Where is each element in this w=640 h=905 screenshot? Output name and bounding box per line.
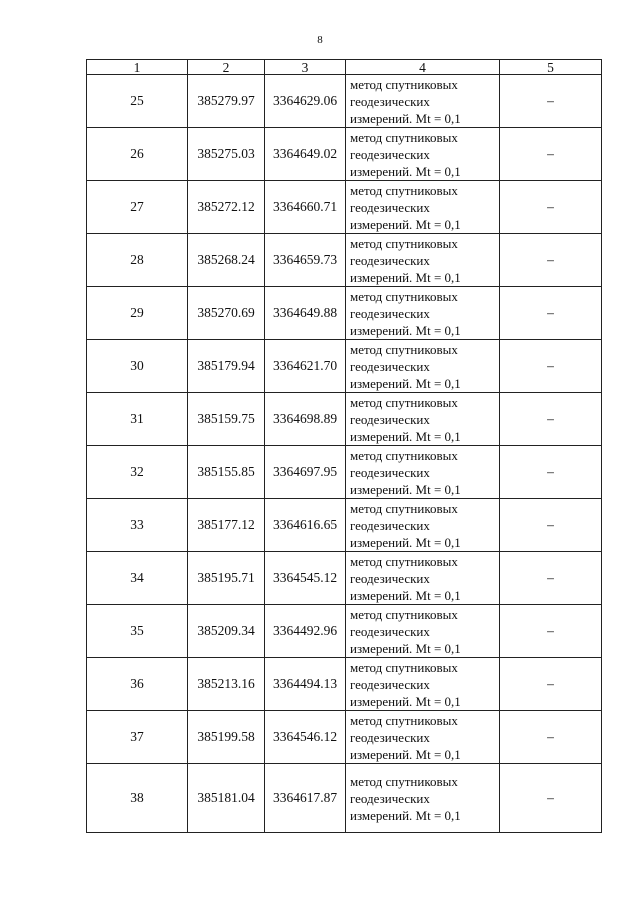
coordinates-table (86, 59, 602, 833)
point-number-cell: 31 (87, 393, 188, 446)
y-coordinate-cell: 3364649.88 (265, 287, 346, 340)
note-cell: – (500, 181, 602, 234)
method-cell (346, 128, 500, 181)
table-row (87, 181, 602, 234)
note-cell: – (500, 552, 602, 605)
y-coordinate-cell: 3364649.02 (265, 128, 346, 181)
method-text-line: измерений. Mt = 0,1 (350, 693, 461, 709)
method-text-line: метод спутниковых (350, 394, 458, 410)
method-text-line: измерений. Mt = 0,1 (350, 322, 461, 338)
point-number-cell: 30 (87, 340, 188, 393)
y-coordinate-cell: 3364621.70 (265, 340, 346, 393)
method-text-line: геодезических (350, 252, 430, 268)
y-coordinate-cell: 3364492.96 (265, 605, 346, 658)
note-cell: – (500, 75, 602, 128)
method-cell (346, 340, 500, 393)
table-row (87, 446, 602, 499)
note-cell: – (500, 446, 602, 499)
table-row (87, 75, 602, 128)
header-col-5: 5 (500, 60, 602, 75)
note-cell: – (500, 764, 602, 833)
method-text-line: метод спутниковых (350, 773, 458, 789)
method-cell (346, 605, 500, 658)
table-row (87, 234, 602, 287)
method-cell (346, 658, 500, 711)
method-text-line: метод спутниковых (350, 129, 458, 145)
table-row (87, 128, 602, 181)
method-text-line: геодезических (350, 464, 430, 480)
method-text-line: измерений. Mt = 0,1 (350, 746, 461, 762)
method-text-line: геодезических (350, 411, 430, 427)
header-col-2: 2 (188, 60, 265, 75)
note-cell: – (500, 658, 602, 711)
point-number-cell: 36 (87, 658, 188, 711)
y-coordinate-cell: 3364546.12 (265, 711, 346, 764)
method-text-line: метод спутниковых (350, 235, 458, 251)
x-coordinate-cell: 385199.58 (188, 711, 265, 764)
note-cell: – (500, 234, 602, 287)
method-cell (346, 446, 500, 499)
method-text-line: геодезических (350, 93, 430, 109)
method-text-line: геодезических (350, 570, 430, 586)
method-text-line: измерений. Mt = 0,1 (350, 428, 461, 444)
method-text-line: метод спутниковых (350, 500, 458, 516)
method-text-line: измерений. Mt = 0,1 (350, 216, 461, 232)
x-coordinate-cell: 385177.12 (188, 499, 265, 552)
method-cell (346, 393, 500, 446)
x-coordinate-cell: 385179.94 (188, 340, 265, 393)
y-coordinate-cell: 3364659.73 (265, 234, 346, 287)
point-number-cell: 27 (87, 181, 188, 234)
y-coordinate-cell: 3364545.12 (265, 552, 346, 605)
method-text-line: геодезических (350, 358, 430, 374)
method-text-line: метод спутниковых (350, 606, 458, 622)
method-text-line: геодезических (350, 676, 430, 692)
method-text-line: геодезических (350, 305, 430, 321)
method-text-line: измерений. Mt = 0,1 (350, 481, 461, 497)
x-coordinate-cell: 385272.12 (188, 181, 265, 234)
method-text-line: измерений. Mt = 0,1 (350, 640, 461, 656)
x-coordinate-cell: 385209.34 (188, 605, 265, 658)
point-number-cell: 32 (87, 446, 188, 499)
point-number-cell: 34 (87, 552, 188, 605)
method-text-line: геодезических (350, 729, 430, 745)
note-cell: – (500, 605, 602, 658)
method-text-line: геодезических (350, 199, 430, 215)
note-cell: – (500, 340, 602, 393)
y-coordinate-cell: 3364617.87 (265, 764, 346, 833)
table-row (87, 658, 602, 711)
method-text-line: измерений. Mt = 0,1 (350, 110, 461, 126)
point-number-cell: 33 (87, 499, 188, 552)
page-number: 8 (317, 34, 323, 46)
header-row (87, 60, 602, 75)
method-text-line: метод спутниковых (350, 182, 458, 198)
method-text-line: геодезических (350, 517, 430, 533)
method-text-line: геодезических (350, 623, 430, 639)
header-col-3: 3 (265, 60, 346, 75)
method-text-line: метод спутниковых (350, 553, 458, 569)
table-row (87, 499, 602, 552)
x-coordinate-cell: 385275.03 (188, 128, 265, 181)
method-text-line: метод спутниковых (350, 76, 458, 92)
method-cell (346, 287, 500, 340)
method-text-line: измерений. Mt = 0,1 (350, 269, 461, 285)
table-row (87, 393, 602, 446)
method-text-line: измерений. Mt = 0,1 (350, 587, 461, 603)
x-coordinate-cell: 385270.69 (188, 287, 265, 340)
method-text-line: метод спутниковых (350, 712, 458, 728)
method-cell (346, 499, 500, 552)
x-coordinate-cell: 385159.75 (188, 393, 265, 446)
method-text-line: метод спутниковых (350, 341, 458, 357)
y-coordinate-cell: 3364629.06 (265, 75, 346, 128)
y-coordinate-cell: 3364616.65 (265, 499, 346, 552)
y-coordinate-cell: 3364698.89 (265, 393, 346, 446)
point-number-cell: 28 (87, 234, 188, 287)
note-cell: – (500, 128, 602, 181)
note-cell: – (500, 499, 602, 552)
y-coordinate-cell: 3364494.13 (265, 658, 346, 711)
x-coordinate-cell: 385213.16 (188, 658, 265, 711)
point-number-cell: 26 (87, 128, 188, 181)
method-text-line: измерений. Mt = 0,1 (350, 375, 461, 391)
x-coordinate-cell: 385268.24 (188, 234, 265, 287)
x-coordinate-cell: 385155.85 (188, 446, 265, 499)
point-number-cell: 25 (87, 75, 188, 128)
x-coordinate-cell: 385181.04 (188, 764, 265, 833)
method-text-line: геодезических (350, 790, 430, 806)
table-header (87, 60, 602, 75)
method-text-line: метод спутниковых (350, 288, 458, 304)
point-number-cell: 35 (87, 605, 188, 658)
table-row (87, 711, 602, 764)
header-col-1: 1 (87, 60, 188, 75)
note-cell: – (500, 711, 602, 764)
method-cell (346, 711, 500, 764)
method-cell (346, 75, 500, 128)
method-text-line: геодезических (350, 146, 430, 162)
note-cell: – (500, 393, 602, 446)
method-cell (346, 181, 500, 234)
x-coordinate-cell: 385195.71 (188, 552, 265, 605)
method-cell (346, 552, 500, 605)
table-row (87, 764, 602, 833)
method-text-line: измерений. Mt = 0,1 (350, 807, 461, 823)
method-text-line: измерений. Mt = 0,1 (350, 163, 461, 179)
table-row (87, 287, 602, 340)
table-row (87, 605, 602, 658)
x-coordinate-cell: 385279.97 (188, 75, 265, 128)
method-cell (346, 234, 500, 287)
header-col-4: 4 (346, 60, 500, 75)
y-coordinate-cell: 3364660.71 (265, 181, 346, 234)
point-number-cell: 37 (87, 711, 188, 764)
method-text-line: измерений. Mt = 0,1 (350, 534, 461, 550)
table-row (87, 552, 602, 605)
method-text-line: метод спутниковых (350, 447, 458, 463)
y-coordinate-cell: 3364697.95 (265, 446, 346, 499)
table-body (87, 75, 602, 833)
point-number-cell: 38 (87, 764, 188, 833)
method-text-line: метод спутниковых (350, 659, 458, 675)
point-number-cell: 29 (87, 287, 188, 340)
note-cell: – (500, 287, 602, 340)
table-row (87, 340, 602, 393)
method-cell (346, 764, 500, 833)
